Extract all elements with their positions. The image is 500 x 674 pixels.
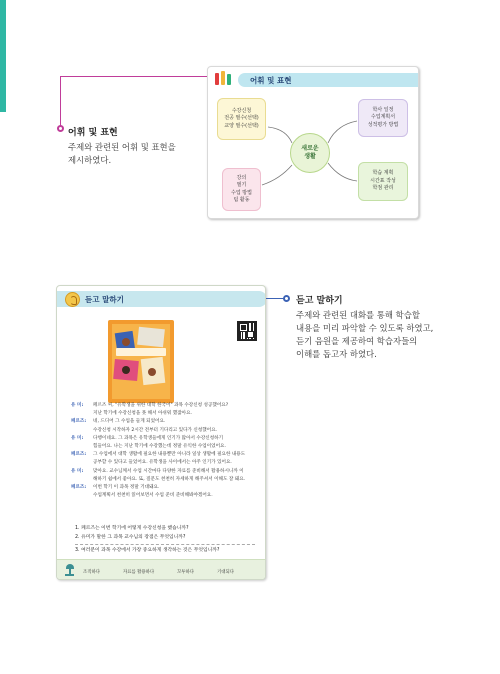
vocabulary-footer <box>57 559 266 580</box>
audio-qr-code[interactable] <box>237 321 257 341</box>
listening-card-header <box>57 291 266 307</box>
dialog-line: 유 미: 맞아요. 교수님께서 수업 시간마다 다양한 자료를 준비해서 활용하시니까 이 <box>71 468 244 474</box>
vocab-callout-description: 주제와 관련된 어휘 및 표현을 제시하였다. <box>68 142 176 165</box>
listening-dialog: 유 미: 페르즈 씨, "유학생을 위한 대학 한국어" 과목 수강신청 성공했어요? 지난 학기에 수강신청을 못 해서 아쉬워 했잖아요. 페르즈: 네, 드디어 그 수업을 들게 되었어요. 수강신청 시작하자 2시간 전부터 기다리고 있다가 신청했어요. 유 미: 다행이네요. 그 과목은 유학생들에게 인기가 많아서 수강신청하기 힘들어요. 나는 지난 학기에 수강했는데 정말 유익한 수업이었어요. 페르즈: 그 수업에서 대학 생활에 필요한 내용뿐만 아니라 일상 생활에 필요한 내용도 공부할 수 있다고 들었어요. 유학생을 사이에서는 아주 인기가 있어요. 유 미: 맞아요. 교수님께서 수업 시간마다 다양한 자료를 준비해서 활용하시니까 이 해하기 쉽에서 좋아요. 또, 질문도 천천히 자세하게 해주셔서 이해도 잘 돼요. 페르즈: 이번 학기 이 과목 정말 기대돼요. 수업계획서 천천히 읽어보면서 수업 준비 준비해봐야겠어요. <box>71 402 261 500</box>
comprehension-questions <box>75 524 255 555</box>
vocab-card <box>207 66 419 219</box>
listening-marker-dot <box>283 295 290 302</box>
footer-word: 꼬투하다 <box>177 570 194 575</box>
vocab-box-study-plan: 학습 계획 시간표 작성 학점 관리 <box>358 162 408 201</box>
side-accent-bar <box>0 0 6 112</box>
question-item: 3. 여러분이 과목 수강에서 가장 중요하게 생각하는 것은 무엇입니까? <box>75 548 220 553</box>
listening-card-title: 듣고 말하기 <box>85 295 124 304</box>
dialog-line: 페르즈: 그 수업에서 대학 생활에 필요한 내용뿐만 아니라 일상 생활에 필요한 내용도 <box>71 452 246 458</box>
question-item: 2. 유미가 말한 그 과목 교수님의 장점은 무엇입니까? <box>75 535 186 540</box>
footer-word: 조직하다 <box>83 570 100 575</box>
dialog-line: 페르즈: 이번 학기 이 과목 정말 기대돼요. <box>71 485 160 491</box>
dialog-line: 페르즈: 네, 드디어 그 수업을 들게 되었어요. <box>71 419 166 425</box>
footer-word: 자료를 활용하다 <box>123 570 155 575</box>
vocab-connector-line <box>60 76 61 126</box>
campus-poster-illustration <box>108 320 174 403</box>
listening-callout <box>296 293 496 361</box>
vocab-callout <box>68 125 208 167</box>
listening-callout-description: 주제와 관련된 대화를 통해 학습할 내용을 미리 파악할 수 있도록 하였고, 듣기 음원을 제공하여 학습자들의 이해를 돕고자 하였다. <box>296 310 434 359</box>
vocab-center-topic: 새로운 생활 <box>290 133 330 173</box>
vocab-connector-line <box>60 76 208 77</box>
lamp-icon <box>64 564 75 576</box>
vocab-box-registration: 수강신청 전공 필수(선택) 교양 필수(선택) <box>217 98 266 140</box>
vocab-callout-title: 어휘 및 표현 <box>68 128 118 138</box>
dialog-line: 유 미: 페르즈 씨, "유학생을 위한 대학 한국어" 과목 수강신청 성공했어요? <box>71 403 229 408</box>
listening-callout-title: 듣고 말하기 <box>296 296 343 306</box>
vocab-card-title: 어휘 및 표현 <box>250 76 292 85</box>
footer-word: 기대되다 <box>217 570 234 575</box>
question-divider <box>75 544 255 545</box>
vocab-box-lecture: 강의 필기 수업 방법 팀 활동 <box>222 168 261 211</box>
vocab-marker-dot <box>57 125 64 132</box>
dialog-line: 유 미: 다행이네요. 그 과목은 유학생들에게 인기가 많아서 수강신청하기 <box>71 435 224 441</box>
question-item: 1. 페르즈는 이번 학기에 어떻게 수강신청을 했습니까? <box>75 526 189 531</box>
listening-ear-icon <box>65 292 80 307</box>
listening-card <box>56 285 266 580</box>
vocab-box-schedule: 학사 일정 수업계획서 성적평가 방법 <box>358 99 408 137</box>
